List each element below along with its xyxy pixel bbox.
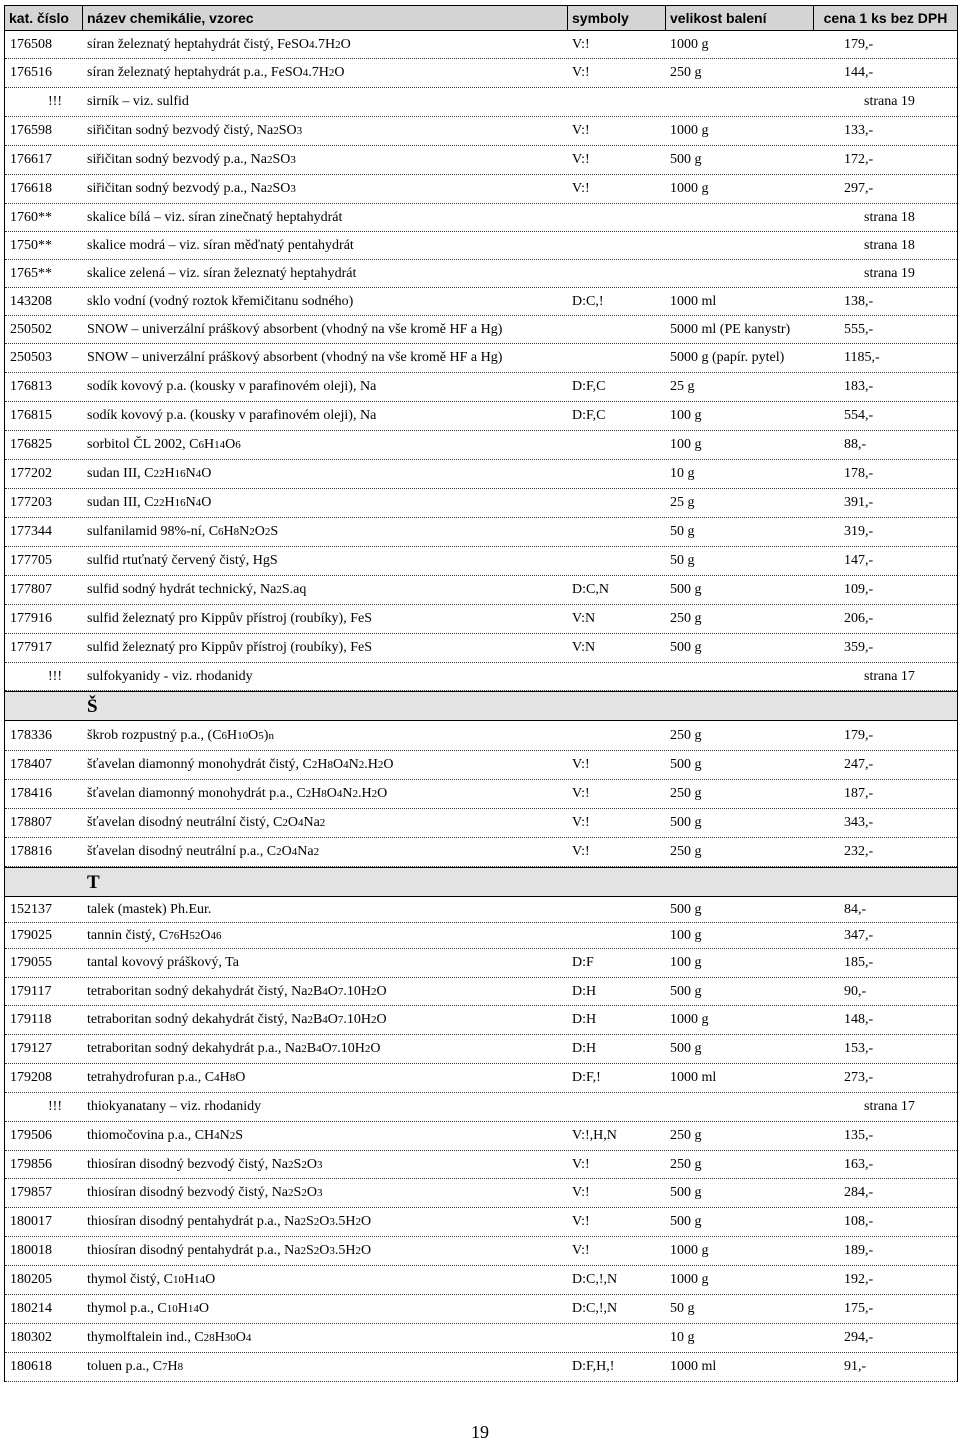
table-row — [5, 489, 957, 518]
header-symbols: symboly — [568, 6, 666, 30]
kat-cell: 176618 — [10, 181, 52, 196]
price-cell: strana 19 — [864, 94, 915, 109]
symbols-cell — [568, 1093, 666, 1121]
kat-cell: 177344 — [10, 524, 52, 539]
name-cell: thiosíran disodný pentahydrát p.a., Na 2 S 2 O 3 .5H 2 O — [87, 1243, 372, 1258]
price-cell: 90,- — [844, 983, 867, 999]
size-cell: 250 g — [670, 727, 702, 743]
name-cell: thiosíran disodný bezvodý čistý, Na 2 S 2 O 3 — [87, 1156, 323, 1172]
kat-cell: !!! — [48, 1099, 62, 1114]
table-row — [5, 373, 957, 402]
price-cell: 108,- — [844, 1214, 874, 1229]
price-cell: 183,- — [844, 379, 874, 394]
symbols-cell: D:F,H,! — [572, 1359, 615, 1374]
table-row — [5, 1324, 957, 1353]
price-cell: strana 17 — [864, 668, 915, 684]
symbols-cell: V:! — [572, 844, 590, 859]
kat-cell: 178416 — [10, 786, 52, 801]
symbols-cell: V:! — [572, 1243, 590, 1258]
kat-cell: 176598 — [10, 123, 52, 138]
table-row — [5, 721, 957, 751]
price-cell: 178,- — [844, 466, 874, 481]
kat-cell: 176815 — [10, 408, 52, 423]
kat-cell: 179055 — [10, 955, 52, 970]
reference-row — [5, 88, 957, 117]
symbols-cell: D:F,C — [572, 408, 606, 423]
table-body — [5, 31, 957, 1382]
name-cell: thiosíran disodný pentahydrát p.a., Na 2 S 2 O 3 .5H 2 O — [87, 1214, 372, 1229]
symbols-cell: V:! — [572, 65, 590, 80]
kat-cell: 179856 — [10, 1156, 52, 1172]
size-cell: 1000 g — [670, 1012, 709, 1027]
symbols-cell — [568, 897, 666, 922]
size-cell — [666, 88, 814, 116]
kat-cell: 1760** — [10, 209, 52, 225]
size-cell: 100 g — [670, 927, 702, 943]
price-cell: strana 18 — [864, 209, 915, 225]
section-header — [5, 691, 957, 721]
size-cell: 1000 g — [670, 1243, 709, 1258]
kat-cell: 176825 — [10, 437, 52, 452]
size-cell: 1000 ml — [670, 1070, 717, 1085]
size-cell: 500 g — [670, 901, 702, 917]
table-header — [5, 6, 957, 31]
symbols-cell: V:! — [572, 36, 590, 52]
name-cell: thiosíran disodný bezvodý čistý, Na 2 S 2 O 3 — [87, 1185, 323, 1200]
kat-cell: 177807 — [10, 582, 52, 597]
name-cell: síran železnatý heptahydrát p.a., FeSO 4 .7H 2 O — [87, 65, 345, 80]
symbols-cell: D:F — [572, 955, 594, 970]
price-cell: 192,- — [844, 1272, 874, 1287]
kat-cell: 179506 — [10, 1128, 52, 1143]
table-row — [5, 518, 957, 547]
kat-cell: 180302 — [10, 1330, 52, 1345]
symbols-cell — [568, 547, 666, 575]
symbols-cell — [568, 88, 666, 116]
kat-cell: 176508 — [10, 36, 52, 52]
price-cell: 273,- — [844, 1070, 874, 1085]
name-cell: sulfokyanidy - viz. rhodanidy — [87, 668, 253, 684]
size-cell: 250 g — [670, 1156, 702, 1172]
size-cell: 1000 ml — [670, 293, 717, 309]
name-cell: sulfanilamid 98%-ní, C 6 H 8 N 2 O 2 S — [87, 524, 279, 539]
kat-cell: 178407 — [10, 757, 52, 772]
table-row — [5, 1353, 957, 1382]
symbols-cell: V:! — [572, 1156, 590, 1172]
size-cell: 1000 g — [670, 123, 709, 138]
name-cell: thymol čistý, C 10 H 14 O — [87, 1272, 216, 1287]
symbols-cell — [568, 232, 666, 259]
table-row — [5, 175, 957, 204]
kat-cell: 177917 — [10, 640, 52, 655]
table-row — [5, 288, 957, 316]
kat-cell: 1750** — [10, 237, 52, 253]
table-row — [5, 1006, 957, 1035]
size-cell: 10 g — [670, 1330, 695, 1345]
size-cell: 500 g — [670, 582, 702, 597]
table-row — [5, 1295, 957, 1324]
price-cell: strana 19 — [864, 265, 915, 281]
size-cell: 5000 g (papír. pytel) — [670, 350, 785, 365]
size-cell — [666, 260, 814, 287]
kat-cell: 179208 — [10, 1070, 52, 1085]
name-cell: tantal kovový práškový, Ta — [87, 955, 239, 970]
symbols-cell — [568, 204, 666, 231]
size-cell: 5000 ml (PE kanystr) — [670, 321, 791, 337]
price-cell: 138,- — [844, 293, 874, 309]
size-cell — [666, 232, 814, 259]
price-cell: 147,- — [844, 553, 874, 568]
size-cell — [666, 663, 814, 690]
name-cell: šťavelan disodný neutrální čistý, C 2 O 4 Na 2 — [87, 815, 326, 830]
kat-cell: 180017 — [10, 1214, 52, 1229]
table-row — [5, 460, 957, 489]
name-cell: skalice zelená – viz. síran železnatý heptahydrát — [87, 265, 357, 281]
table-row — [5, 117, 957, 146]
kat-cell: 180205 — [10, 1272, 52, 1287]
name-cell: talek (mastek) Ph.Eur. — [87, 901, 212, 917]
size-cell: 250 g — [670, 844, 702, 859]
price-cell: 179,- — [844, 36, 874, 52]
price-cell: 554,- — [844, 408, 874, 423]
price-cell: 148,- — [844, 1012, 874, 1027]
kat-cell: 179118 — [10, 1012, 52, 1027]
kat-cell: !!! — [48, 94, 62, 109]
kat-cell: 179127 — [10, 1041, 52, 1056]
price-cell: 189,- — [844, 1243, 874, 1258]
table-row — [5, 1064, 957, 1093]
price-cell: 555,- — [844, 321, 874, 337]
name-cell: thymolftalein ind., C 28 H 30 O 4 — [87, 1330, 252, 1345]
section-letter: T — [87, 872, 100, 893]
price-cell: 135,- — [844, 1128, 874, 1143]
symbols-cell: D:H — [572, 983, 597, 999]
price-cell: 175,- — [844, 1301, 874, 1316]
price-cell: 133,- — [844, 123, 874, 138]
symbols-cell: V:! — [572, 181, 590, 196]
table-row — [5, 59, 957, 88]
page-number: 19 — [471, 1422, 489, 1442]
name-cell: skalice bílá – viz. síran zinečnatý heptahydrát — [87, 209, 343, 225]
name-cell: sulfid sodný hydrát technický, Na 2 S.aq — [87, 582, 307, 597]
symbols-cell — [568, 431, 666, 459]
name-cell: siřičitan sodný bezvodý p.a., Na 2 SO 3 — [87, 152, 296, 167]
symbols-cell — [568, 344, 666, 372]
size-cell: 250 g — [670, 611, 702, 626]
price-cell: 347,- — [844, 927, 874, 943]
kat-cell: 178336 — [10, 727, 52, 743]
symbols-cell: V:! — [572, 786, 590, 801]
symbols-cell: D:H — [572, 1041, 597, 1056]
price-cell: 232,- — [844, 844, 874, 859]
kat-cell: 176813 — [10, 379, 52, 394]
price-cell: 391,- — [844, 495, 874, 510]
price-cell: 359,- — [844, 640, 874, 655]
size-cell: 500 g — [670, 1041, 702, 1056]
name-cell: skalice modrá – viz. síran měďnatý pentahydrát — [87, 237, 354, 253]
symbols-cell: D:F,C — [572, 379, 606, 394]
kat-cell: 250503 — [10, 350, 52, 365]
name-cell: thymol p.a., C 10 H 14 O — [87, 1301, 209, 1316]
symbols-cell — [568, 663, 666, 690]
kat-cell: 180214 — [10, 1301, 52, 1316]
price-cell: 247,- — [844, 757, 874, 772]
table-row — [5, 1266, 957, 1295]
name-cell: tetraboritan sodný dekahydrát čistý, Na 2 B 4 O 7 .10H 2 O — [87, 983, 387, 999]
size-cell: 100 g — [670, 955, 702, 970]
kat-cell: 179025 — [10, 927, 52, 943]
price-cell: 88,- — [844, 437, 867, 452]
table-row — [5, 605, 957, 634]
kat-cell: 177916 — [10, 611, 52, 626]
price-cell: 343,- — [844, 815, 874, 830]
name-cell: tetraboritan sodný dekahydrát čistý, Na 2 B 4 O 7 .10H 2 O — [87, 1012, 387, 1027]
symbols-cell: V:! — [572, 815, 590, 830]
price-cell: 109,- — [844, 582, 874, 597]
size-cell: 500 g — [670, 757, 702, 772]
size-cell: 500 g — [670, 1185, 702, 1200]
kat-cell: 177202 — [10, 466, 52, 481]
size-cell: 500 g — [670, 983, 702, 999]
size-cell: 250 g — [670, 786, 702, 801]
table-row — [5, 146, 957, 175]
reference-row — [5, 1093, 957, 1122]
name-cell: thiomočovina p.a., CH 4 N 2 S — [87, 1128, 244, 1143]
name-cell: toluen p.a., C 7 H 8 — [87, 1359, 184, 1374]
size-cell: 500 g — [670, 815, 702, 830]
symbols-cell — [568, 316, 666, 343]
name-cell: škrob rozpustný p.a., (C 6 H 10 O 5 ) n — [87, 727, 274, 743]
table-row — [5, 402, 957, 431]
name-cell: SNOW – univerzální práškový absorbent (vhodný na vše kromě HF a Hg) — [87, 321, 503, 337]
name-cell: tannin čistý, C 76 H 52 O 46 — [87, 927, 222, 943]
symbols-cell: V:!,H,N — [572, 1128, 617, 1143]
symbols-cell: V:! — [572, 1185, 590, 1200]
symbols-cell — [568, 489, 666, 517]
name-cell: sulfid rtuťnatý červený čistý, HgS — [87, 553, 278, 568]
kat-cell: 177203 — [10, 495, 52, 510]
section-header — [5, 867, 957, 897]
table-row — [5, 949, 957, 978]
table-row — [5, 897, 957, 923]
size-cell: 1000 g — [670, 36, 709, 52]
name-cell: SNOW – univerzální práškový absorbent (vhodný na vše kromě HF a Hg) — [87, 350, 503, 365]
reference-row — [5, 204, 957, 232]
table-row — [5, 344, 957, 373]
table-row — [5, 751, 957, 780]
price-cell: 1185,- — [844, 350, 880, 365]
kat-cell: 176617 — [10, 152, 52, 167]
table-row — [5, 809, 957, 838]
size-cell: 1000 ml — [670, 1359, 717, 1374]
name-cell: thiokyanatany – viz. rhodanidy — [87, 1099, 262, 1114]
header-size: velikost balení — [666, 6, 814, 30]
kat-cell: 143208 — [10, 293, 52, 309]
kat-cell: 178816 — [10, 844, 52, 859]
price-cell: 144,- — [844, 65, 874, 80]
symbols-cell: D:C,N — [572, 582, 609, 597]
price-cell: 163,- — [844, 1156, 874, 1172]
name-cell: siřičitan sodný bezvodý čistý, Na 2 SO 3 — [87, 123, 303, 138]
name-cell: sulfid železnatý pro Kippův přístroj (roubíky), FeS — [87, 611, 373, 626]
symbols-cell: V:! — [572, 152, 590, 167]
kat-cell: 176516 — [10, 65, 52, 80]
size-cell: 50 g — [670, 524, 695, 539]
name-cell: šťavelan diamonný monohydrát čistý, C 2 H 8 O 4 N 2 .H 2 O — [87, 757, 394, 772]
kat-cell: 177705 — [10, 553, 52, 568]
name-cell: sodík kovový p.a. (kousky v parafinovém oleji), Na — [87, 379, 377, 394]
table-row — [5, 1208, 957, 1237]
size-cell: 1000 g — [670, 181, 709, 196]
table-row — [5, 923, 957, 949]
name-cell: sorbitol ČL 2002, C 6 H 14 O 6 — [87, 437, 241, 452]
symbols-cell — [568, 923, 666, 948]
section-letter: Š — [87, 696, 98, 717]
header-kat: kat. číslo — [5, 6, 83, 30]
kat-cell: 180618 — [10, 1359, 52, 1374]
symbols-cell: D:C,!,N — [572, 1301, 618, 1316]
size-cell — [666, 204, 814, 231]
price-cell: 206,- — [844, 611, 874, 626]
price-cell: 172,- — [844, 152, 874, 167]
table-row — [5, 1179, 957, 1208]
table-row — [5, 316, 957, 344]
symbols-cell — [568, 721, 666, 750]
price-list-table — [4, 5, 958, 1382]
header-name: název chemikálie, vzorec — [83, 6, 568, 30]
kat-cell: 180018 — [10, 1243, 52, 1258]
kat-cell: 179857 — [10, 1185, 52, 1200]
name-cell: sodík kovový p.a. (kousky v parafinovém oleji), Na — [87, 408, 377, 423]
price-cell: 284,- — [844, 1185, 874, 1200]
name-cell: šťavelan disodný neutrální p.a., C 2 O 4 Na 2 — [87, 844, 320, 859]
name-cell: sulfid železnatý pro Kippův přístroj (roubíky), FeS — [87, 640, 373, 655]
kat-cell: !!! — [48, 668, 62, 684]
reference-row — [5, 232, 957, 260]
name-cell: tetrahydrofuran p.a., C 4 H 8 O — [87, 1070, 246, 1085]
table-row — [5, 31, 957, 59]
price-cell: 294,- — [844, 1330, 874, 1345]
kat-cell: 1765** — [10, 265, 52, 281]
name-cell: sudan III, C 22 H 16 N 4 O — [87, 466, 212, 481]
price-cell: 84,- — [844, 901, 867, 917]
table-row — [5, 1035, 957, 1064]
size-cell: 25 g — [670, 495, 695, 510]
price-cell: strana 17 — [864, 1099, 915, 1114]
size-cell: 500 g — [670, 152, 702, 167]
price-cell: 91,- — [844, 1359, 867, 1374]
symbols-cell: V:! — [572, 757, 590, 772]
name-cell: sklo vodní (vodný roztok křemičitanu sodného) — [87, 293, 354, 309]
name-cell: síran železnatý heptahydrát čistý, FeSO 4 .7H 2 O — [87, 36, 351, 52]
symbols-cell: D:C,! — [572, 293, 604, 309]
price-cell: 187,- — [844, 786, 874, 801]
table-row — [5, 1151, 957, 1179]
header-price: cena 1 ks bez DPH — [823, 10, 948, 26]
table-row — [5, 780, 957, 809]
reference-row — [5, 260, 957, 288]
size-cell: 50 g — [670, 553, 695, 568]
size-cell: 1000 g — [670, 1272, 709, 1287]
price-cell: 153,- — [844, 1041, 874, 1056]
symbols-cell — [568, 460, 666, 488]
size-cell: 100 g — [670, 408, 702, 423]
kat-cell: 179117 — [10, 983, 52, 999]
size-cell: 250 g — [670, 1128, 702, 1143]
symbols-cell: V:N — [572, 611, 596, 626]
size-cell: 250 g — [670, 65, 702, 80]
price-cell: 319,- — [844, 524, 874, 539]
name-cell: siřičitan sodný bezvodý p.a., Na 2 SO 3 — [87, 181, 296, 196]
table-row — [5, 1122, 957, 1151]
kat-cell: 178807 — [10, 815, 52, 830]
price-cell: 185,- — [844, 955, 874, 970]
name-cell: šťavelan diamonný monohydrát p.a., C 2 H 8 O 4 N 2 .H 2 O — [87, 786, 388, 801]
symbols-cell — [568, 518, 666, 546]
size-cell: 100 g — [670, 437, 702, 452]
table-row — [5, 838, 957, 867]
name-cell: tetraboritan sodný dekahydrát p.a., Na 2 B 4 O 7 .10H 2 O — [87, 1041, 381, 1056]
size-cell: 10 g — [670, 466, 695, 481]
symbols-cell: V:! — [572, 123, 590, 138]
price-cell: strana 18 — [864, 237, 915, 253]
price-cell: 297,- — [844, 181, 874, 196]
kat-cell: 152137 — [10, 901, 52, 917]
symbols-cell: D:H — [572, 1012, 597, 1027]
size-cell: 500 g — [670, 1214, 702, 1229]
symbols-cell: D:C,!,N — [572, 1272, 618, 1287]
name-cell: sudan III, C 22 H 16 N 4 O — [87, 495, 212, 510]
size-cell: 50 g — [670, 1301, 695, 1316]
symbols-cell: V:! — [572, 1214, 590, 1229]
size-cell — [666, 1093, 814, 1121]
symbols-cell: V:N — [572, 640, 596, 655]
table-row — [5, 978, 957, 1006]
table-row — [5, 547, 957, 576]
table-row — [5, 576, 957, 605]
size-cell: 25 g — [670, 379, 695, 394]
size-cell: 500 g — [670, 640, 702, 655]
symbols-cell — [568, 1324, 666, 1352]
table-row — [5, 634, 957, 663]
name-cell: sirník – viz. sulfid — [87, 94, 189, 109]
table-row — [5, 431, 957, 460]
table-row — [5, 1237, 957, 1266]
price-cell: 179,- — [844, 727, 874, 743]
kat-cell: 250502 — [10, 321, 52, 337]
reference-row — [5, 663, 957, 691]
symbols-cell: D:F,! — [572, 1070, 601, 1085]
symbols-cell — [568, 260, 666, 287]
